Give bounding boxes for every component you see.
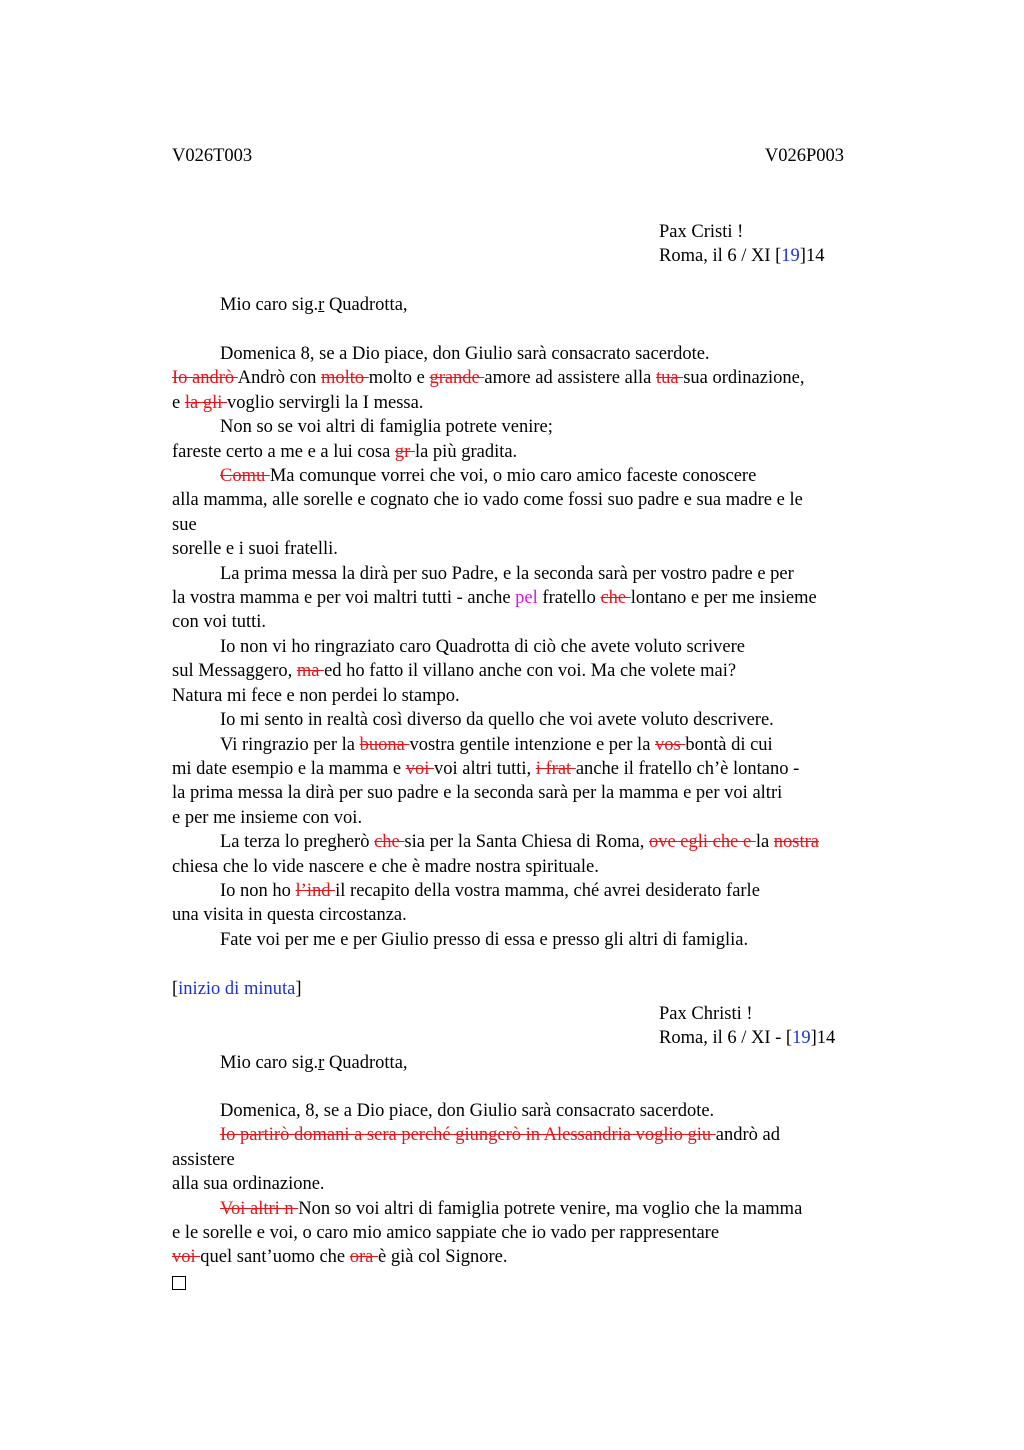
text-line: Io andrò Andrò con molto molto e grande amore ad assistere alla tua sua ordinazione, <box>172 368 805 389</box>
letter-date: Roma, il 6 / XI [19]14 <box>659 246 825 267</box>
deletion: Io partirò domani a sera perché giungerò in Alessandria voglio giu <box>220 1125 716 1146</box>
text-line: Non so se voi altri di famiglia potrete venire; <box>220 417 553 438</box>
text-line: Io mi sento in realtà così diverso da quello che voi avete voluto descrivere. <box>220 710 774 731</box>
letter-salutation: Mio caro sig.r Quadrotta, <box>220 295 408 315</box>
editorial-insert: 19 <box>781 246 800 267</box>
deletion: Comu <box>220 466 270 487</box>
text-line: e le sorelle e voi, o caro mio amico sappiate che io vado per rappresentare <box>172 1223 720 1244</box>
deletion: grande <box>429 368 485 389</box>
deletion: vos <box>655 734 686 755</box>
minuta-salutation: Mio caro sig.r Quadrotta, <box>220 1053 408 1073</box>
text-line: Io non ho l’ind il recapito della vostra mamma, ché avrei desiderato farle <box>220 880 760 901</box>
text-line: la prima messa la dirà per suo padre e la seconda sarà per la mamma e per voi altri <box>172 783 783 804</box>
deletion: molto <box>321 368 369 389</box>
text-line: la vostra mamma e per voi maltri tutti - anche pel fratello che lontano e per me insieme <box>172 588 817 609</box>
text-line: Voi altri n Non so voi altri di famiglia potrete venire, ma voglio che la mamma <box>220 1198 803 1219</box>
text-line: voi quel sant’uomo che ora è già col Signore. <box>172 1247 508 1268</box>
minuta-date: Roma, il 6 / XI - [19]14 <box>659 1028 836 1049</box>
text-line: Comu Ma comunque vorrei che voi, o mio caro amico faceste conoscere <box>220 466 757 487</box>
deletion: nostra <box>773 832 820 853</box>
greeting-top: Pax Christi ! <box>659 1004 753 1024</box>
deletion: che <box>600 588 631 609</box>
checkbox-icon <box>172 1276 186 1290</box>
text-line: Vi ringrazio per la buona vostra gentile intenzione e per la vos bontà di cui <box>220 734 773 755</box>
letter-heading <box>659 220 824 269</box>
text-line: e per me insieme con voi. <box>172 807 363 828</box>
text-line: sue <box>172 514 197 535</box>
document-code-left: V026T003 <box>172 146 253 166</box>
text-line: Natura mi fece e non perdei lo stampo. <box>172 685 460 706</box>
text-line: sul Messaggero, ma ed ho fatto il villano anche con voi. Ma che volete mai? <box>172 661 737 682</box>
text-line: alla mamma, alle sorelle e cognato che io vado come fossi suo padre e sua madre e le <box>172 490 803 511</box>
document-code-right: V026P003 <box>764 146 844 166</box>
minuta-label: [inizio di minuta] <box>172 979 302 999</box>
deletion: voi <box>172 1247 201 1268</box>
deletion: buona <box>359 734 410 755</box>
highlighted-word: pel <box>515 588 538 609</box>
minuta-heading <box>659 1002 835 1051</box>
minuta-body <box>172 1099 902 1297</box>
deletion: la gli <box>184 392 227 413</box>
text-line: e la gli voglio servirgli la I messa. <box>172 392 424 413</box>
deletion: Voi altri n <box>220 1198 299 1219</box>
deletion: ora <box>349 1247 379 1268</box>
deletion: voi <box>405 758 434 779</box>
text-line: La prima messa la dirà per suo Padre, e la seconda sarà per vostro padre e per <box>220 563 794 584</box>
text-line: una visita in questa circostanza. <box>172 905 407 926</box>
text-line: La terza lo pregherò che sia per la Santa Chiesa di Roma, ove egli che e la nostra <box>220 832 820 853</box>
text-line: sorelle e i suoi fratelli. <box>172 539 338 560</box>
text-line: con voi tutti. <box>172 612 267 633</box>
deletion: ma <box>296 661 325 682</box>
text-line: fareste certo a me e a lui cosa gr la più gradita. <box>172 441 518 462</box>
text-line: Domenica, 8, se a Dio piace, don Giulio sarà consacrato sacerdote. <box>220 1101 715 1121</box>
greeting-top: Pax Cristi ! <box>659 222 744 242</box>
text-line: assistere <box>172 1149 235 1170</box>
text-line: chiesa che lo vide nascere e che è madre nostra spirituale. <box>172 856 599 877</box>
editorial-insert: inizio di minuta <box>178 979 296 999</box>
deletion: l’ind <box>295 880 336 901</box>
deletion: Io andrò <box>172 368 238 389</box>
text-line: alla sua ordinazione. <box>172 1174 325 1195</box>
text-line: Fate voi per me e per Giulio presso di essa e presso gli altri di famiglia. <box>220 929 749 950</box>
text-line: Io partirò domani a sera perché giungerò in Alessandria voglio giu andrò ad <box>220 1125 780 1146</box>
deletion: che <box>374 832 405 853</box>
text-line: mi date esempio e la mamma e voi voi altri tutti, i frat anche il fratello ch’è lontano - <box>172 758 800 779</box>
deletion: tua <box>655 368 684 389</box>
letter-body <box>172 342 902 952</box>
deletion: ove egli che e <box>648 832 756 853</box>
text-line: Domenica 8, se a Dio piace, don Giulio sarà consacrato sacerdote. <box>220 344 710 364</box>
text-line: Io non vi ho ringraziato caro Quadrotta di ciò che avete voluto scrivere <box>220 636 745 657</box>
deletion: i frat <box>535 758 576 779</box>
deletion: gr <box>394 441 415 462</box>
editorial-insert: 19 <box>792 1028 811 1049</box>
